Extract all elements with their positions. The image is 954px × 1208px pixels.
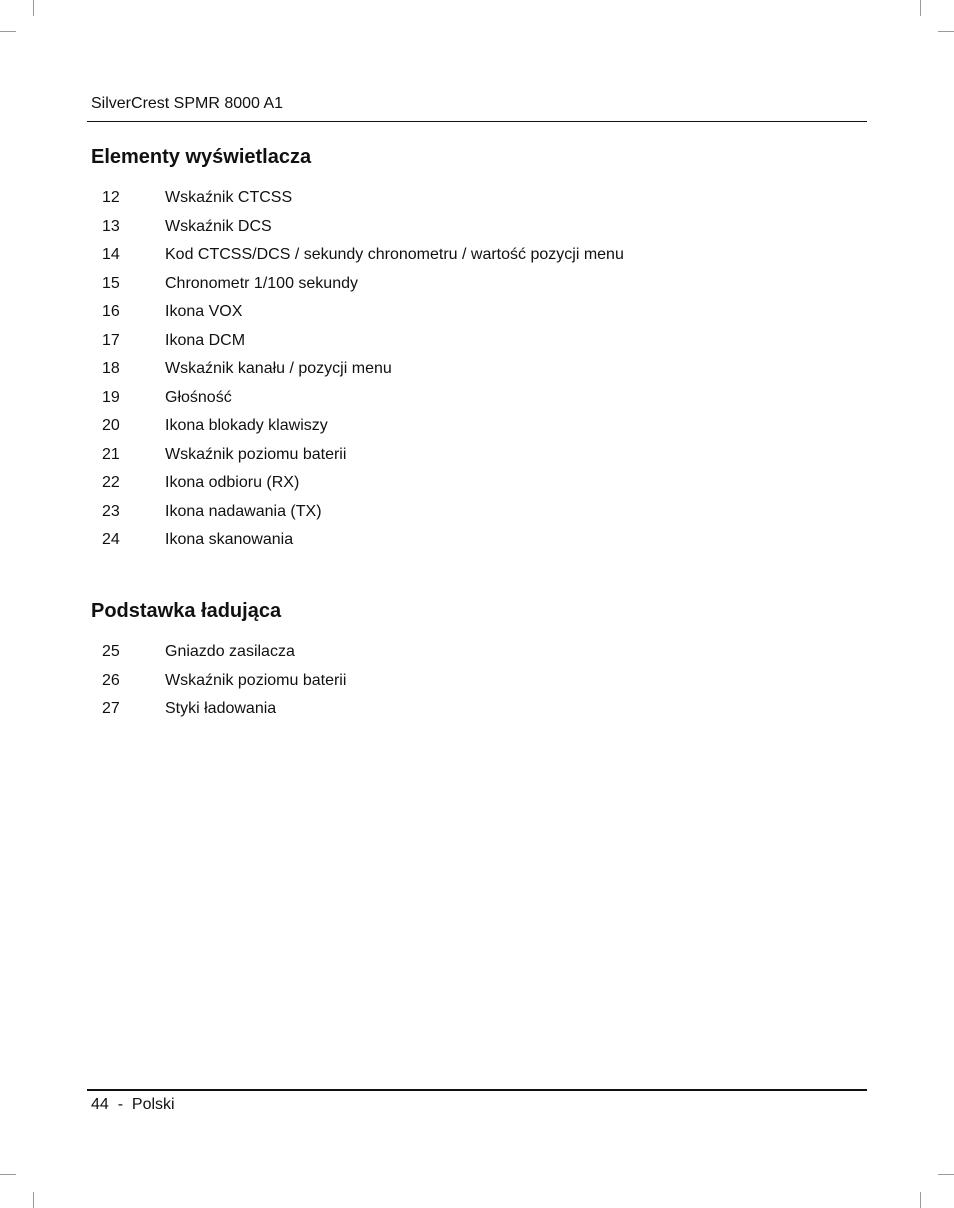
item-label: Wskaźnik kanału / pozycji menu	[165, 360, 392, 377]
crop-mark	[938, 31, 954, 32]
item-label: Ikona DCM	[165, 331, 246, 349]
item-number: 13	[102, 217, 120, 235]
page-number: 44	[91, 1096, 109, 1113]
item-label: Gniazdo zasilacza	[165, 643, 295, 660]
item-number: 24	[102, 531, 120, 548]
item-label: Kod CTCSS/DCS / sekundy chronometru / wartość pozycji menu	[165, 246, 624, 263]
crop-mark	[920, 0, 921, 16]
item-number: 14	[102, 246, 120, 263]
item-number: 19	[102, 388, 120, 406]
item-number: 12	[102, 189, 120, 206]
item-label: Głośność	[165, 388, 232, 406]
crop-mark	[0, 31, 16, 32]
item-number: 20	[102, 417, 120, 434]
item-number: 18	[102, 360, 120, 377]
item-label: Ikona VOX	[165, 303, 243, 320]
crop-mark	[0, 1174, 16, 1175]
crop-mark	[33, 0, 34, 16]
footer-rule	[87, 1089, 867, 1091]
header-rule	[87, 121, 867, 122]
item-number: 21	[102, 445, 120, 463]
section-heading-display: Elementy wyświetlacza	[91, 146, 312, 168]
crop-mark	[938, 1174, 954, 1175]
item-label: Wskaźnik DCS	[165, 217, 272, 235]
crop-mark	[33, 1192, 34, 1208]
footer-separator: -	[117, 1096, 124, 1113]
item-number: 22	[102, 474, 120, 491]
section-heading-charging-base: Podstawka ładująca	[91, 600, 282, 622]
crop-mark	[920, 1192, 921, 1208]
item-number: 17	[102, 331, 120, 349]
item-number: 23	[102, 502, 120, 520]
footer-language: Polski	[131, 1096, 175, 1113]
item-label: Wskaźnik poziomu baterii	[165, 445, 347, 463]
item-label: Ikona odbioru (RX)	[165, 474, 300, 491]
item-label: Wskaźnik poziomu baterii	[165, 671, 347, 689]
item-label: Ikona skanowania	[165, 531, 294, 548]
item-label: Chronometr 1/100 sekundy	[165, 274, 358, 292]
item-number: 16	[102, 303, 120, 320]
page-header-title: SilverCrest SPMR 8000 A1	[91, 95, 284, 112]
item-number: 15	[102, 274, 120, 292]
item-number: 27	[102, 700, 120, 717]
item-label: Wskaźnik CTCSS	[165, 189, 293, 206]
item-number: 26	[102, 671, 120, 689]
item-label: Ikona blokady klawiszy	[165, 417, 328, 434]
item-number: 25	[102, 643, 120, 660]
item-label: Ikona nadawania (TX)	[165, 502, 322, 520]
page-footer	[91, 1095, 175, 1115]
item-label: Styki ładowania	[165, 700, 277, 717]
